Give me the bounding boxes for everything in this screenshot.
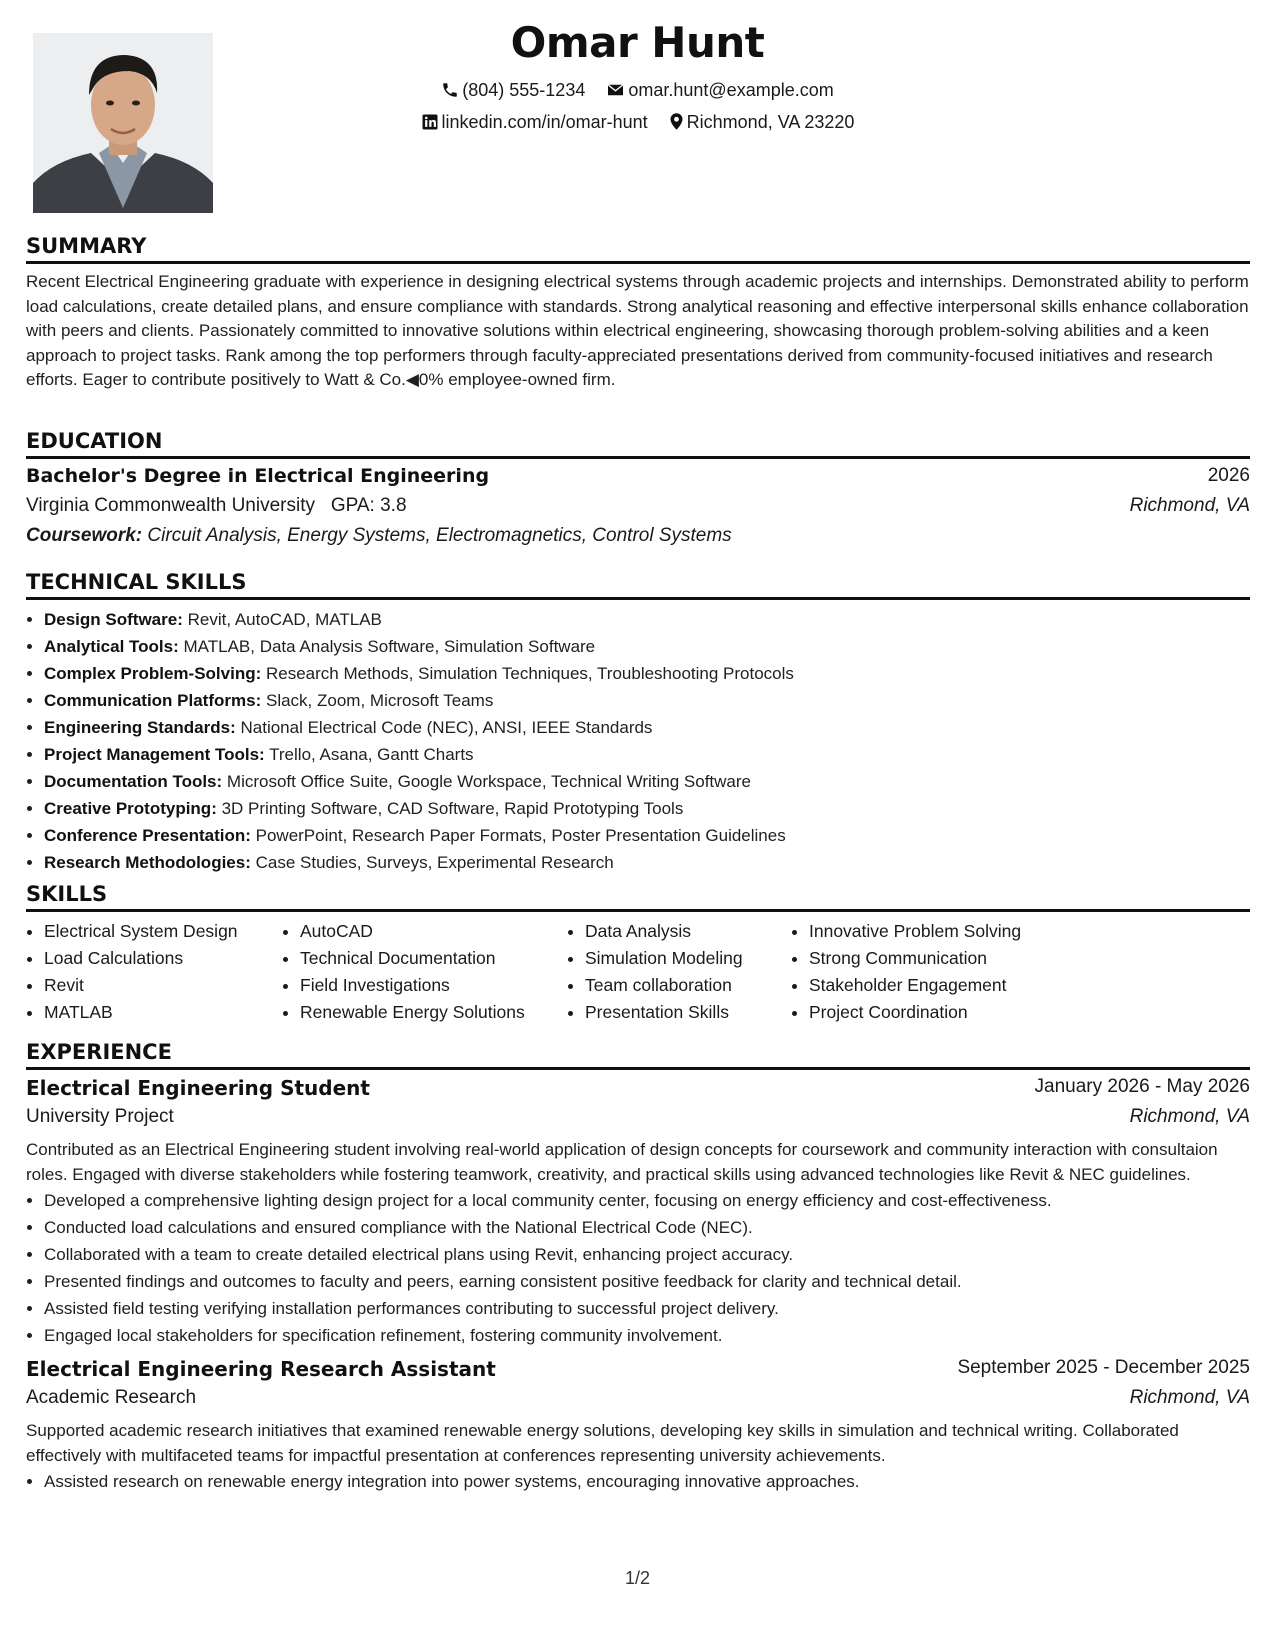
experience-org-line xyxy=(26,1106,1250,1136)
location-text: Richmond, VA 23220 xyxy=(686,112,855,132)
school-name: Virginia Commonwealth University xyxy=(26,495,315,516)
skill-item: • Electrical System Design xyxy=(44,918,282,945)
school-location: Richmond, VA xyxy=(1129,495,1250,516)
contact-row-2 xyxy=(0,112,1275,133)
technical-skill-value: Microsoft Office Suite, Google Workspace, Technical Writing Software xyxy=(226,772,751,791)
job-dates: September 2025 - December 2025 xyxy=(957,1357,1250,1378)
experience-role-line xyxy=(26,1076,1250,1106)
technical-skill-label: Research Methodologies: xyxy=(44,853,251,872)
technical-skill-value: PowerPoint, Research Paper Formats, Poster Presentation Guidelines xyxy=(255,826,786,845)
technical-skill-value: Case Studies, Surveys, Experimental Research xyxy=(255,853,614,872)
linkedin-contact[interactable] xyxy=(421,112,648,133)
envelope-icon xyxy=(606,81,625,99)
experience-list xyxy=(26,1076,1250,1495)
job-role: Electrical Engineering Research Assistant xyxy=(26,1357,496,1381)
technical-skill-label: Creative Prototyping: xyxy=(44,799,217,818)
job-dates: January 2026 - May 2026 xyxy=(1034,1076,1250,1097)
coursework xyxy=(26,525,732,547)
skill-item: • MATLAB xyxy=(44,999,282,1026)
skills-columns xyxy=(26,918,1250,1026)
skill-item: • Strong Communication xyxy=(809,945,1069,972)
education-section xyxy=(26,429,1250,555)
summary-section xyxy=(26,234,1250,393)
job-bullets xyxy=(26,1187,1250,1349)
technical-skill-label: Conference Presentation: xyxy=(44,826,251,845)
technical-skill-label: Analytical Tools: xyxy=(44,637,179,656)
section-title: SUMMARY xyxy=(26,234,1250,264)
linkedin-icon xyxy=(421,113,439,131)
section-title: SKILLS xyxy=(26,882,1250,912)
job-bullet: • Assisted field testing verifying installation performances contributing to successful project delivery. xyxy=(44,1295,1250,1322)
technical-skills-section xyxy=(26,570,1250,876)
linkedin-text: linkedin.com/in/omar-hunt xyxy=(441,112,648,132)
technical-skill-item xyxy=(44,714,1250,741)
job-location: Richmond, VA xyxy=(1129,1387,1250,1408)
section-title: EDUCATION xyxy=(26,429,1250,459)
technical-skill-label: Documentation Tools: xyxy=(44,772,223,791)
technical-skill-value: Trello, Asana, Gantt Charts xyxy=(269,745,474,764)
job-bullet: • Assisted research on renewable energy integration into power systems, encouraging innovative approaches. xyxy=(44,1468,1250,1495)
summary-text: Recent Electrical Engineering graduate with experience in designing electrical systems through academic projects and internships. Demonstrated ability to perform load calculations, create detailed plans, and ensure compliance with standards. Strong analytical reasoning and effective interpersonal skills enhance collaboration with peers and clients. Passionately committed to innovative solutions within electrical engineering, showcasing thorough problem-solving abilities and a keen approach to project tasks. Rank among the top performers through faculty-appreciated presentations derived from community-focused initiatives and research efforts. Eager to contribute positively to Watt & Co.◀0% employee-owned firm. xyxy=(26,272,1249,389)
job-bullet: • Presented findings and outcomes to faculty and peers, earning consistent positive feedback for clarity and technical detail. xyxy=(44,1268,1250,1295)
technical-skill-label: Engineering Standards: xyxy=(44,718,236,737)
skill-item: • Load Calculations xyxy=(44,945,282,972)
job-description: Contributed as an Electrical Engineering student involving real-world application of design concepts for coursework and community interaction with consultaion roles. Engaged with diverse stakeholders while fostering teamwork, creativity, and practical skills using advanced technologies like Revit & NEC guidelines. xyxy=(26,1140,1218,1184)
job-organization: Academic Research xyxy=(26,1387,197,1408)
technical-skill-item xyxy=(44,849,1250,876)
job-role: Electrical Engineering Student xyxy=(26,1076,370,1100)
skills-column xyxy=(26,918,282,1026)
graduation-year: 2026 xyxy=(1207,465,1250,486)
candidate-name: Omar Hunt xyxy=(510,18,765,67)
page-number: 1/2 xyxy=(624,1568,651,1588)
degree-name: Bachelor's Degree in Electrical Engineering xyxy=(26,465,490,487)
technical-skill-item xyxy=(44,822,1250,849)
job-description: Supported academic research initiatives that examined renewable energy solutions, developing key skills in simulation and technical writing. Collaborated effectively with multifaceted teams for impactful presentation at conferences representing university achievements. xyxy=(26,1421,1179,1465)
technical-skill-item xyxy=(44,741,1250,768)
coursework-line xyxy=(26,525,1250,555)
skill-item: • Revit xyxy=(44,972,282,999)
technical-skill-label: Communication Platforms: xyxy=(44,691,262,710)
technical-skill-value: MATLAB, Data Analysis Software, Simulation Software xyxy=(183,637,596,656)
technical-skill-value: National Electrical Code (NEC), ANSI, IEEE Standards xyxy=(240,718,653,737)
email-text: omar.hunt@example.com xyxy=(628,80,834,100)
section-title: TECHNICAL SKILLS xyxy=(26,570,1250,600)
coursework-list: Circuit Analysis, Energy Systems, Electromagnetics, Control Systems xyxy=(147,525,732,546)
technical-skill-value: 3D Printing Software, CAD Software, Rapid Prototyping Tools xyxy=(221,799,684,818)
skill-item: • Innovative Problem Solving xyxy=(809,918,1069,945)
phone-contact[interactable] xyxy=(441,80,585,101)
technical-skill-label: Design Software: xyxy=(44,610,183,629)
skill-item: • AutoCAD xyxy=(300,918,567,945)
technical-skill-value: Revit, AutoCAD, MATLAB xyxy=(187,610,382,629)
skill-item: • Field Investigations xyxy=(300,972,567,999)
job-location: Richmond, VA xyxy=(1129,1106,1250,1127)
education-school-line xyxy=(26,495,1250,525)
skills-column xyxy=(791,918,1069,1026)
skill-item: • Renewable Energy Solutions xyxy=(300,999,567,1026)
technical-skill-label: Complex Problem-Solving: xyxy=(44,664,262,683)
job-bullet: • Developed a comprehensive lighting design project for a local community center, focusing on energy efficiency and cost-effectiveness. xyxy=(44,1187,1250,1214)
skill-item: • Presentation Skills xyxy=(585,999,791,1026)
job-bullet: • Collaborated with a team to create detailed electrical plans using Revit, enhancing project accuracy. xyxy=(44,1241,1250,1268)
skill-item: • Project Coordination xyxy=(809,999,1069,1026)
school-and-gpa xyxy=(26,495,407,517)
contact-row-1 xyxy=(0,80,1275,101)
job-bullet: • Conducted load calculations and ensured compliance with the National Electrical Code (NEC). xyxy=(44,1214,1250,1241)
technical-skill-item xyxy=(44,606,1250,633)
location-contact xyxy=(669,112,855,133)
technical-skill-item xyxy=(44,660,1250,687)
map-pin-icon xyxy=(669,112,684,131)
experience-entry xyxy=(26,1357,1250,1495)
skills-column xyxy=(567,918,791,1026)
experience-role-line xyxy=(26,1357,1250,1387)
email-contact[interactable] xyxy=(606,80,833,101)
experience-org-line xyxy=(26,1387,1250,1417)
skill-item: • Stakeholder Engagement xyxy=(809,972,1069,999)
job-organization: University Project xyxy=(26,1106,174,1127)
technical-skill-item xyxy=(44,633,1250,660)
technical-skill-value: Research Methods, Simulation Techniques, Troubleshooting Protocols xyxy=(265,664,794,683)
skill-item: • Simulation Modeling xyxy=(585,945,791,972)
technical-skill-item xyxy=(44,687,1250,714)
coursework-label: Coursework: xyxy=(26,525,143,546)
technical-skill-item xyxy=(44,795,1250,822)
technical-skill-value: Slack, Zoom, Microsoft Teams xyxy=(265,691,494,710)
technical-skill-label: Project Management Tools: xyxy=(44,745,265,764)
job-bullet: • Engaged local stakeholders for specification refinement, fostering community involvement. xyxy=(44,1322,1250,1349)
job-bullets xyxy=(26,1468,1250,1495)
phone-icon xyxy=(441,81,459,99)
technical-skills-list xyxy=(26,606,1250,876)
skills-column xyxy=(282,918,567,1026)
skill-item: • Technical Documentation xyxy=(300,945,567,972)
technical-skill-item xyxy=(44,768,1250,795)
experience-section xyxy=(26,1040,1250,1495)
gpa: GPA: 3.8 xyxy=(330,495,407,516)
experience-entry xyxy=(26,1076,1250,1349)
section-title: EXPERIENCE xyxy=(26,1040,1250,1070)
skill-item: • Data Analysis xyxy=(585,918,791,945)
skills-section xyxy=(26,882,1250,1026)
skill-item: • Team collaboration xyxy=(585,972,791,999)
phone-text: (804) 555-1234 xyxy=(462,80,586,100)
education-degree-line xyxy=(26,465,1250,495)
